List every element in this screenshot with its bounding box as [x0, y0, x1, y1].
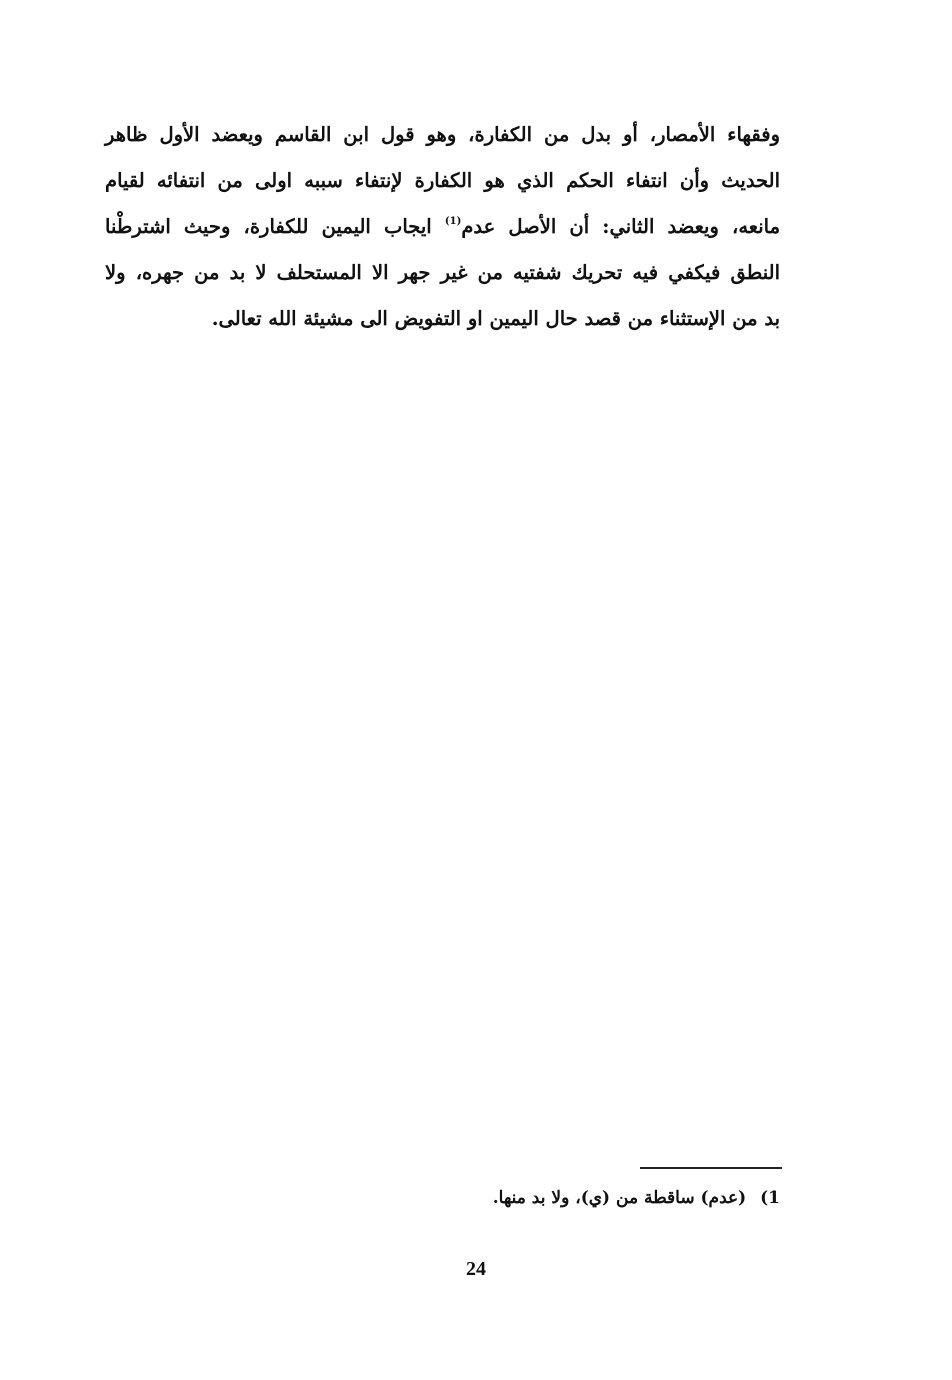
footnote: [493, 1188, 780, 1208]
paragraph-line-5: بد من الإستثناء من قصد حال اليمين او التفويض الى مشيئة الله تعالى.: [211, 307, 780, 330]
line-3-end: وحيث اشترطْنا: [105, 215, 231, 238]
page-number: 24: [466, 1258, 486, 1280]
paragraph-line-4: النطق فيكفي فيه تحريك شفتيه من غير جهر الا المستحلف لا بد من جهره، ولا: [105, 261, 780, 284]
line-3-start: مانعه، ويعضد الثاني: أن الأصل عدم: [461, 215, 781, 238]
line-3-middle: ايجاب اليمين للكفارة،: [230, 215, 445, 238]
main-paragraph: [105, 112, 780, 342]
footnote-separator: [640, 1167, 782, 1169]
paragraph-line-1: وفقهاء الأمصار، أو بدل من الكفارة، وهو قول ابن القاسم ويعضد الأول ظاهر: [105, 123, 780, 146]
paragraph-line-2: الحديث وأن انتفاء الحكم الذي هو الكفارة لإنتفاء سببه اولى من انتفائه لقيام: [105, 169, 780, 192]
footnote-reference[interactable]: (1): [444, 216, 462, 227]
footnote-text: (عدم) ساقطة من (ي)، ولا بد منها.: [492, 1188, 747, 1208]
footnote-number: 1): [760, 1188, 780, 1208]
paragraph-line-3: [105, 204, 780, 250]
